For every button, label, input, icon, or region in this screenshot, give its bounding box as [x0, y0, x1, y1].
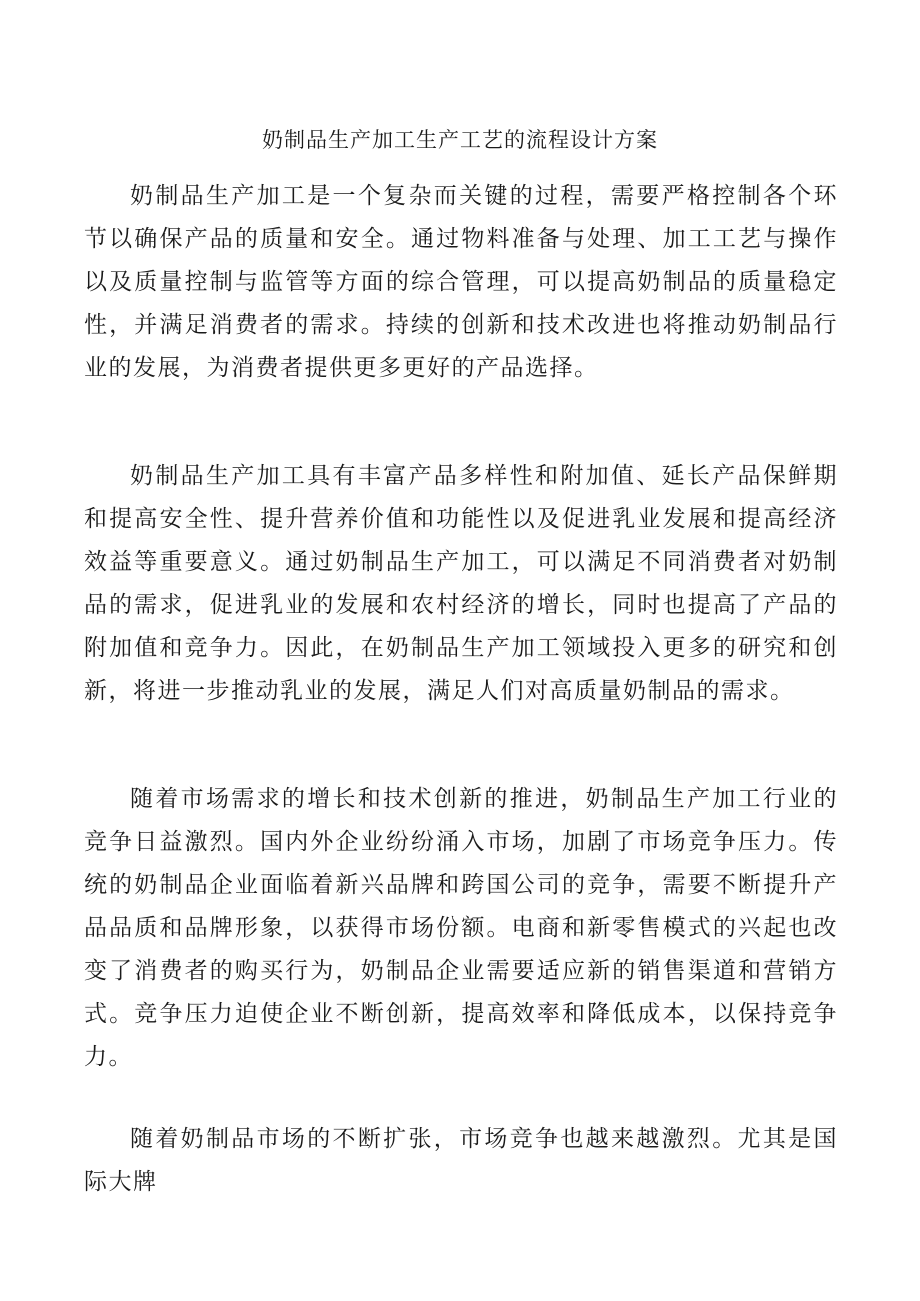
paragraph-3-container [84, 778, 838, 1079]
paragraph-4-container [84, 1118, 838, 1204]
paragraph-2-container [84, 455, 838, 713]
paragraph: 奶制品生产加工是一个复杂而关键的过程，需要严格控制各个环节以确保产品的质量和安全。通过物料准备与处理、加工工艺与操作以及质量控制与监管等方面的综合管理，可以提高奶制品的质量稳定性，并满足消费者的需求。持续的创新和技术改进也将推动奶制品行业的发展，为消费者提供更多更好的产品选择。 [84, 183, 838, 381]
paragraph-1-container [84, 175, 838, 390]
paragraph: 奶制品生产加工具有丰富产品多样性和附加值、延长产品保鲜期和提高安全性、提升营养价值和功能性以及促进乳业发展和提高经济效益等重要意义。通过奶制品生产加工，可以满足不同消费者对奶制品的需求，促进乳业的发展和农村经济的增长，同时也提高了产品的附加值和竞争力。因此，在奶制品生产加工领域投入更多的研究和创新，将进一步推动乳业的发展，满足人们对高质量奶制品的需求。 [84, 463, 838, 704]
paragraph: 随着市场需求的增长和技术创新的推进，奶制品生产加工行业的竞争日益激烈。国内外企业纷纷涌入市场，加剧了市场竞争压力。传统的奶制品企业面临着新兴品牌和跨国公司的竞争，需要不断提升产品品质和品牌形象，以获得市场份额。电商和新零售模式的兴起也改变了消费者的购买行为，奶制品企业需要适应新的销售渠道和营销方式。竞争压力迫使企业不断创新，提高效率和降低成本，以保持竞争力。 [84, 786, 838, 1070]
paragraph: 随着奶制品市场的不断扩张，市场竞争也越来越激烈。尤其是国际大牌 [84, 1126, 838, 1195]
document-title: 奶制品生产加工生产工艺的流程设计方案 [262, 128, 658, 152]
